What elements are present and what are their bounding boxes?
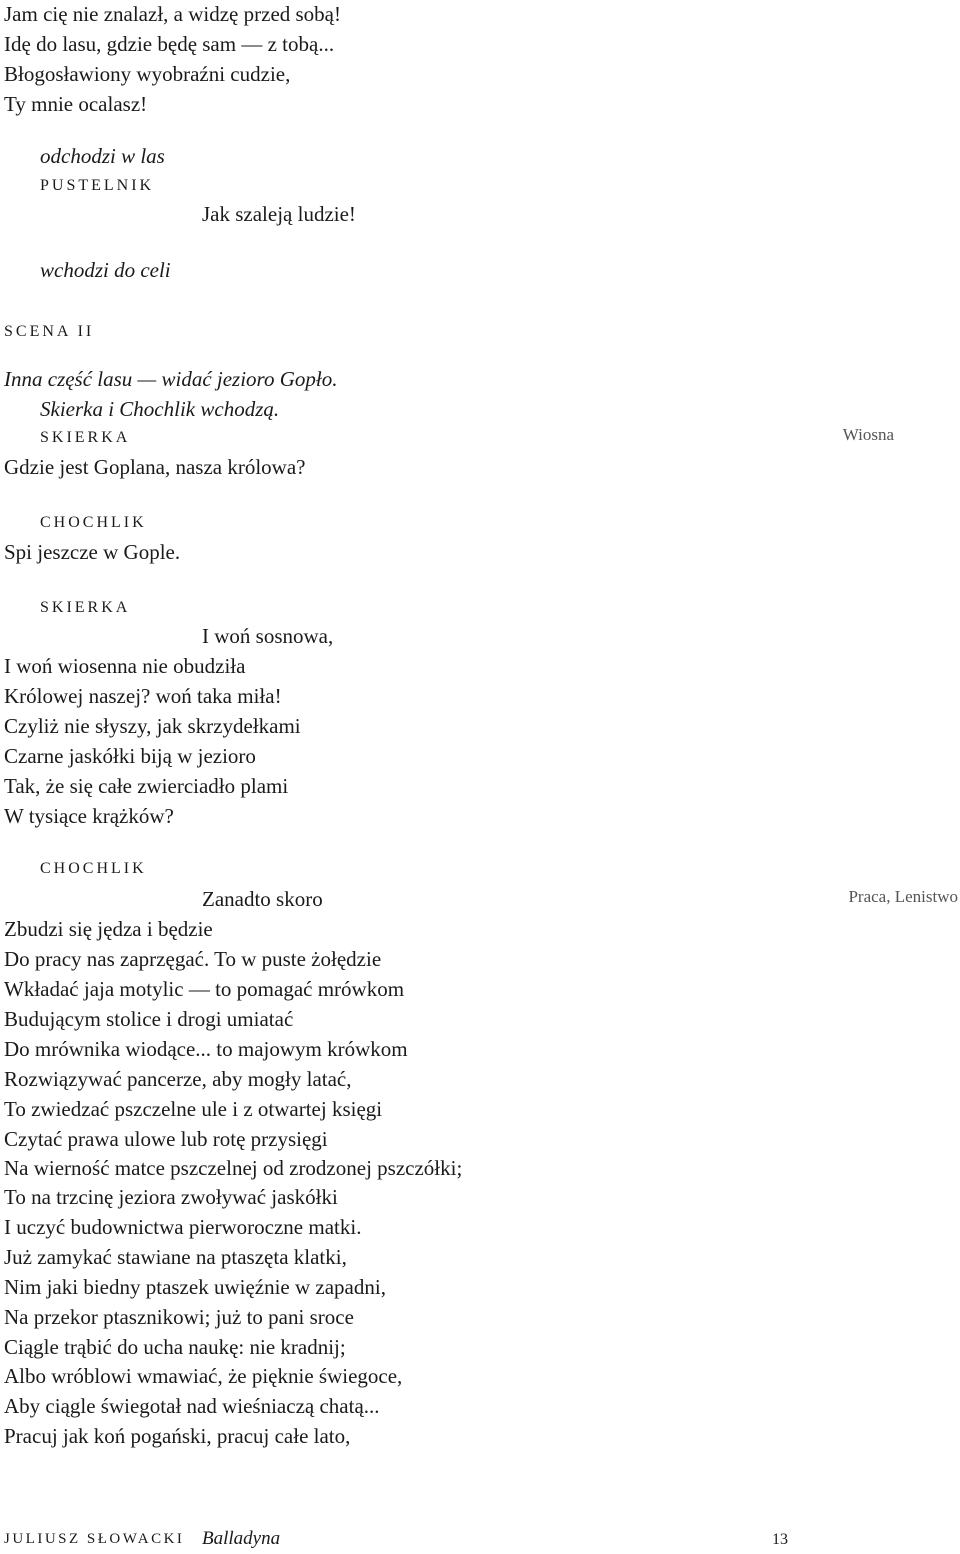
verse-line: Ciągle trąbić do ucha naukę: nie kradnij; xyxy=(4,1335,346,1359)
verse-line: Już zamykać stawiane na ptaszęta klatki, xyxy=(4,1245,347,1269)
page-number: 13 xyxy=(772,1531,788,1548)
stage-direction: odchodzi w las xyxy=(40,144,165,168)
verse-line: Do mrównika wiodące... to majowym krówkom xyxy=(4,1037,408,1061)
verse-line: Rozwiązywać pancerze, aby mogły latać, xyxy=(4,1067,352,1091)
verse-line: Jak szaleją ludzie! xyxy=(202,202,356,226)
verse-line: Zbudzi się jędza i będzie xyxy=(4,917,213,941)
verse-line: Budującym stolice i drogi umiatać xyxy=(4,1007,294,1031)
speaker-name: PUSTELNIK xyxy=(40,177,155,194)
verse-line: Nim jaki biedny ptaszek uwięźnie w zapadni, xyxy=(4,1275,386,1299)
verse-line: Czyliż nie słyszy, jak skrzydełkami xyxy=(4,714,301,738)
verse-line: Jam cię nie znalazł, a widzę przed sobą! xyxy=(4,2,341,26)
margin-note: Wiosna xyxy=(842,425,894,444)
stage-direction: Skierka i Chochlik wchodzą. xyxy=(40,397,280,421)
verse-line: Na przekor ptasznikowi; już to pani sroce xyxy=(4,1305,354,1329)
verse-line: To na trzcinę jeziora zwoływać jaskółki xyxy=(4,1185,338,1209)
verse-line: Błogosławiony wyobraźni cudzie, xyxy=(4,62,291,86)
verse-line: To zwiedzać pszczelne ule i z otwartej księgi xyxy=(4,1097,383,1121)
verse-line: Spi jeszcze w Gople. xyxy=(4,540,181,564)
speaker-name: SKIERKA xyxy=(40,429,131,446)
verse-line: Królowej naszej? woń taka miła! xyxy=(4,684,282,708)
margin-note: Praca, Lenistwo xyxy=(848,887,958,906)
footer-author: JULIUSZ SŁOWACKI xyxy=(4,1531,185,1547)
verse-line: I woń sosnowa, xyxy=(202,624,334,648)
verse-line: I uczyć budownictwa pierworoczne matki. xyxy=(4,1215,362,1239)
verse-line: W tysiące krążków? xyxy=(4,804,174,828)
verse-line: Gdzie jest Goplana, nasza królowa? xyxy=(4,455,306,479)
verse-line: Na wierność matce pszczelnej od zrodzonej pszczółki; xyxy=(4,1156,463,1180)
verse-line: Albo wróblowi wmawiać, że pięknie świegoce, xyxy=(4,1364,403,1388)
verse-line: Czytać prawa ulowe lub rotę przysięgi xyxy=(4,1127,328,1151)
verse-line: Czarne jaskółki biją w jezioro xyxy=(4,744,256,768)
speaker-name: CHOCHLIK xyxy=(40,860,147,877)
verse-line: Aby ciągle świegotał nad wieśniaczą chatą... xyxy=(4,1394,380,1418)
speaker-name: SKIERKA xyxy=(40,599,131,616)
speaker-name: CHOCHLIK xyxy=(40,514,147,531)
scene-description: Inna część lasu — widać jezioro Gopło. xyxy=(4,367,338,391)
verse-line: I woń wiosenna nie obudziła xyxy=(4,654,246,678)
scene-heading: SCENA II xyxy=(4,323,95,340)
verse-line: Tak, że się całe zwierciadło plami xyxy=(4,774,289,798)
verse-line: Idę do lasu, gdzie będę sam — z tobą... xyxy=(4,32,335,56)
verse-line: Wkładać jaja motylic — to pomagać mrówkom xyxy=(4,977,405,1001)
footer-title: Balladyna xyxy=(202,1528,281,1549)
verse-line: Pracuj jak koń pogański, pracuj całe lato, xyxy=(4,1424,351,1448)
stage-direction: wchodzi do celi xyxy=(40,258,171,282)
verse-line: Ty mnie ocalasz! xyxy=(4,92,148,116)
verse-line: Zanadto skoro xyxy=(202,887,323,911)
verse-line: Do pracy nas zaprzęgać. To w puste żołędzie xyxy=(4,947,382,971)
